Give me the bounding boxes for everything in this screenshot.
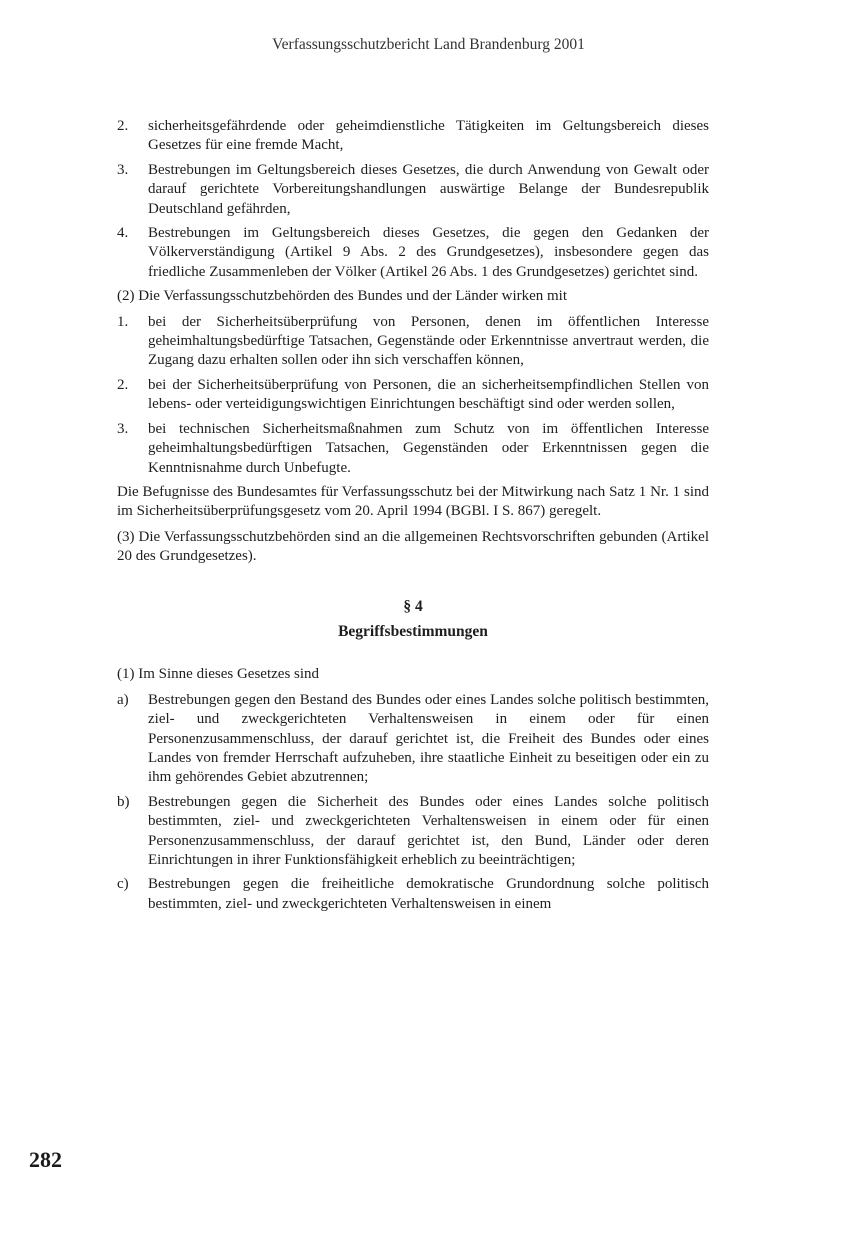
list-letter: c) <box>117 876 129 893</box>
paragraph-befugnisse: Die Befugnisse des Bundesamtes für Verfassungsschutz bei der Mitwirkung nach Satz 1 Nr. 1 sind im Sicherheitsüberprüfungsgesetz vom 20. April 1994 (BGBl. I S. 867) geregelt. <box>117 483 709 520</box>
list-item <box>117 224 709 282</box>
paragraph-3: (3) Die Verfassungsschutzbehörden sind an die allgemeinen Rechtsvorschriften gebunden (Artikel 20 des Grundgesetzes). <box>117 528 709 565</box>
list-text: bei technischen Sicherheitsmaßnahmen zum Schutz von im öffentlichen Interesse geheimhaltungsbedürftigen Tatsachen, Gegenständen oder Erkenntnissen gegen die Kenntnisnahme durch Unbefugte. <box>148 420 709 476</box>
list-item <box>117 420 709 478</box>
list-item <box>117 875 709 914</box>
list-item <box>117 691 709 788</box>
list-text: Bestrebungen gegen die freiheitliche demokratische Grundordnung solche politisch bestimmten, ziel- und zweckgerichteten Verhaltensweisen in einem <box>148 876 709 912</box>
list-item <box>117 161 709 219</box>
section-heading <box>117 597 709 642</box>
section-paragraph-1: (1) Im Sinne dieses Gesetzes sind <box>117 666 320 683</box>
list-number: 2. <box>117 118 129 134</box>
section-number: § 4 <box>403 597 423 615</box>
list-text: Bestrebungen im Geltungsbereich dieses Gesetzes, die durch Anwendung von Gewalt oder darauf gerichtete Vorbereitungshandlungen auswärtige Belange der Bundesrepublik Deutschland gefährden, <box>148 161 709 217</box>
list-letter: b) <box>117 793 130 810</box>
list-item <box>117 376 709 415</box>
page-body <box>117 117 709 919</box>
list-text: sicherheitsgefährdende oder geheimdienstliche Tätigkeiten im Geltungsbereich dieses Gesetzes für eine fremde Macht, <box>148 118 709 154</box>
list-text: Bestrebungen im Geltungsbereich dieses Gesetzes, die gegen den Gedanken der Völkerverständigung (Artikel 9 Abs. 2 des Grundgesetzes), insbesondere gegen das friedliche Zusammenleben der Völker (Artikel 26 Abs. 1 des Grundgesetzes) gerichtet sind. <box>148 225 709 280</box>
list-number: 4. <box>117 225 129 242</box>
list-number: 3. <box>117 161 129 178</box>
list-text: bei der Sicherheitsüberprüfung von Personen, die an sicherheitsempfindlichen Stellen von lebens- oder verteidigungswichtigen Einrichtungen beschäftigt sind oder werden sollen, <box>148 376 709 413</box>
list-letter: a) <box>117 691 129 708</box>
list-item <box>117 313 709 371</box>
paragraph-2: (2) Die Verfassungsschutzbehörden des Bundes und der Länder wirken mit <box>117 288 568 305</box>
list-text: Bestrebungen gegen den Bestand des Bundes oder eines Landes solche politisch bestimmten, ziel- und zweckgerichteten Verhaltensweisen in einem oder für einen Personenzusammenschluss, der darauf gerichtet ist, die Freiheit des Bundes oder eines Landes von fremder Herrschaft aufzuheben, ihre staatliche Einheit zu beseitigen oder ein zu ihm gehörendes Gebiet abzutrennen; <box>148 691 709 786</box>
list-text: bei der Sicherheitsüberprüfung von Personen, denen im öffentlichen Interesse geheimhaltungsbedürftige Tatsachen, Gegenstände oder Erkenntnisse anvertraut werden, die Zugang dazu erhalten sollen oder ihn sich verschaffen können, <box>148 313 709 369</box>
list-number: 3. <box>117 420 129 437</box>
list-number: 1. <box>117 313 129 330</box>
section-title: Begriffsbestimmungen <box>338 622 488 640</box>
list-item <box>117 793 709 871</box>
page-number: 282 <box>29 1147 62 1172</box>
list-number: 2. <box>117 376 129 393</box>
list-text: Bestrebungen gegen die Sicherheit des Bundes oder eines Landes solche politisch bestimmten, ziel- und zweckgerichteten Verhaltensweisen in einem oder für einen Personenzusammenschluss, der darauf gerichtet ist, den Bund, Länder oder deren Einrichtungen in ihrer Funktionsfähigkeit erheblich zu beeinträchtigen; <box>148 793 709 868</box>
running-header: Verfassungsschutzbericht Land Brandenburg 2001 <box>272 36 585 53</box>
list-item <box>117 117 709 156</box>
